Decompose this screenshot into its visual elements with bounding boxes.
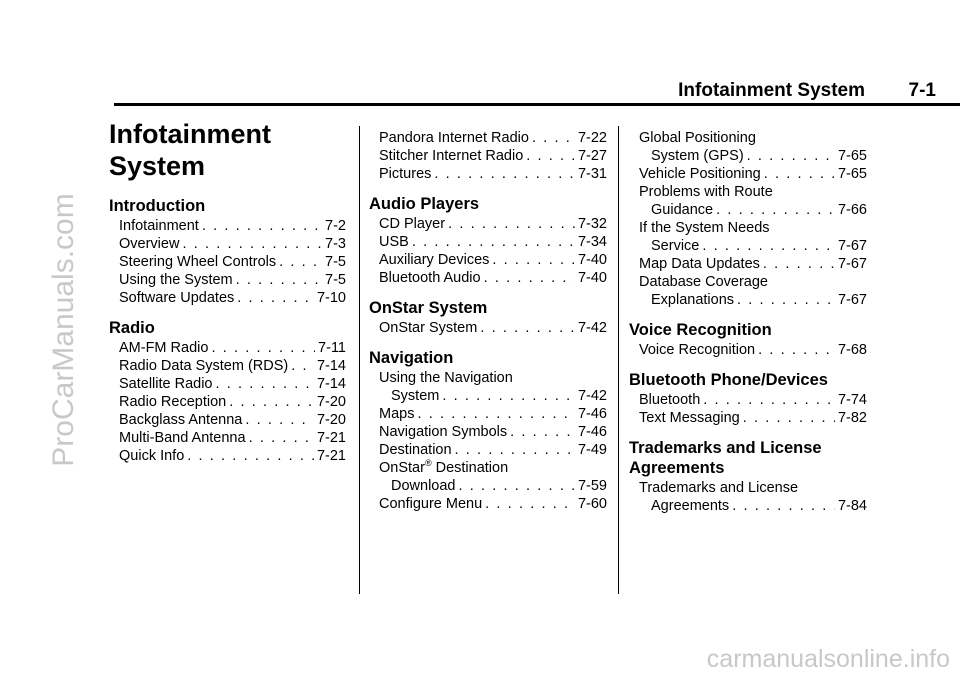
toc-entry[interactable] — [369, 441, 607, 459]
dot-leader — [747, 147, 835, 165]
toc-entry-line[interactable]: OnStar® Destination — [379, 458, 509, 476]
chapter-title — [109, 118, 346, 182]
toc-entry-text: Voice Recognition — [639, 342, 756, 358]
toc-entry-page: 7-21 — [316, 448, 346, 464]
toc-entry-page: 7-5 — [325, 254, 346, 270]
dot-leader — [510, 423, 575, 441]
dot-leader — [448, 215, 575, 233]
chapter-title-line: System — [109, 151, 206, 181]
toc-entry-text: Infotainment — [119, 218, 199, 234]
dot-leader — [758, 341, 835, 359]
dot-leader — [484, 269, 575, 287]
dot-leader — [417, 405, 575, 423]
toc-entry-page: 7-66 — [837, 202, 867, 218]
toc-entry[interactable] — [109, 253, 346, 271]
toc-entry-line[interactable]: Global Positioning — [639, 130, 756, 146]
watermark: ProCarManuals.com — [47, 193, 80, 467]
toc-entry-line[interactable]: Database Coverage — [639, 274, 768, 290]
toc-entry-text: Bluetooth Audio — [379, 270, 481, 286]
toc-entry-text: Satellite Radio — [119, 376, 213, 392]
dot-leader — [485, 495, 575, 513]
toc-entry[interactable] — [109, 235, 346, 253]
dot-leader — [279, 253, 322, 271]
toc-entry[interactable] — [369, 129, 607, 147]
toc-entry[interactable] — [109, 339, 346, 357]
header-rule — [114, 103, 960, 106]
toc-entry-text: Bluetooth — [639, 392, 701, 408]
toc-entry-text: Stitcher Internet Radio — [379, 148, 524, 164]
toc-entry[interactable] — [369, 319, 607, 337]
dot-leader — [245, 411, 314, 429]
dot-leader — [187, 447, 314, 465]
toc-entry[interactable] — [109, 271, 346, 289]
toc-entry-text: Configure Menu — [379, 496, 483, 512]
dot-leader — [455, 441, 575, 459]
toc-entry[interactable] — [369, 387, 607, 405]
toc-entry-page: 7-21 — [316, 430, 346, 446]
toc-entry-page: 7-14 — [316, 358, 346, 374]
toc-entry[interactable] — [629, 147, 867, 165]
toc-entry-page: 7-46 — [577, 424, 607, 440]
section-heading: Voice Recognition — [629, 321, 772, 339]
toc-entry[interactable] — [369, 495, 607, 513]
column-divider — [618, 126, 619, 594]
toc-entry[interactable] — [369, 147, 607, 165]
dot-leader — [291, 357, 314, 375]
toc-column-1 — [109, 118, 346, 465]
section-heading: Navigation — [369, 349, 454, 367]
toc-entry-page: 7-11 — [318, 340, 346, 356]
toc-entry-text: CD Player — [379, 216, 446, 232]
dot-leader — [480, 319, 575, 337]
toc-entry-text: AM-FM Radio — [119, 340, 209, 356]
toc-entry[interactable] — [369, 251, 607, 269]
dot-leader — [732, 497, 835, 515]
toc-entry-page: 7-49 — [577, 442, 607, 458]
toc-entry[interactable] — [629, 291, 867, 309]
dot-leader — [434, 165, 575, 183]
toc-entry-text: System — [391, 388, 440, 404]
dot-leader — [442, 387, 575, 405]
toc-entry-text: Agreements — [651, 498, 730, 514]
section-heading-line: Agreements — [629, 459, 725, 477]
toc-entry[interactable] — [369, 165, 607, 183]
toc-entry-page: 7-65 — [837, 166, 867, 182]
toc-entry-text: Backglass Antenna — [119, 412, 243, 428]
toc-entry-page: 7-2 — [325, 218, 346, 234]
toc-entry-page: 7-3 — [325, 236, 346, 252]
toc-entry[interactable] — [369, 477, 607, 495]
toc-entry-page: 7-20 — [316, 412, 346, 428]
toc-entry-page: 7-46 — [577, 406, 607, 422]
dot-leader — [249, 429, 314, 447]
toc-entry-text: Quick Info — [119, 448, 185, 464]
dot-leader — [236, 271, 322, 289]
footer-watermark: carmanualsonline.info — [706, 645, 950, 673]
section-heading: OnStar System — [369, 299, 488, 317]
toc-entry[interactable] — [629, 341, 867, 359]
toc-entry-page: 7-31 — [577, 166, 607, 182]
toc-entry-page: 7-67 — [837, 238, 867, 254]
dot-leader — [743, 409, 835, 427]
toc-entry-text: Guidance — [651, 202, 714, 218]
dot-leader — [702, 237, 835, 255]
toc-entry-text: USB — [379, 234, 409, 250]
toc-entry-page: 7-82 — [837, 410, 867, 426]
dot-leader — [182, 235, 322, 253]
toc-entry-text: Download — [391, 478, 456, 494]
toc-entry-text: Radio Reception — [119, 394, 227, 410]
dot-leader — [237, 289, 314, 307]
dot-leader — [202, 217, 322, 235]
toc-entry[interactable] — [629, 391, 867, 409]
toc-entry-text: Text Messaging — [639, 410, 740, 426]
toc-entry-page: 7-22 — [577, 130, 607, 146]
toc-entry-text: Destination — [379, 442, 452, 458]
toc-entry[interactable] — [109, 393, 346, 411]
toc-entry-text: Using the System — [119, 272, 233, 288]
toc-entry-page: 7-32 — [577, 216, 607, 232]
dot-leader — [532, 129, 575, 147]
toc-entry-text: Vehicle Positioning — [639, 166, 761, 182]
toc-entry-text: Multi-Band Antenna — [119, 430, 246, 446]
toc-entry-text: Overview — [119, 236, 180, 252]
toc-entry-line[interactable]: If the System Needs — [639, 220, 770, 236]
toc-entry[interactable] — [369, 423, 607, 441]
page-number: 7-1 — [908, 80, 936, 101]
toc-entry[interactable] — [629, 237, 867, 255]
toc-entry-page: 7-10 — [316, 290, 346, 306]
toc-entry[interactable] — [109, 357, 346, 375]
toc-entry[interactable] — [109, 447, 346, 465]
toc-entry-page: 7-60 — [577, 496, 607, 512]
toc-entry-page: 7-42 — [577, 320, 607, 336]
chapter-title-line: Infotainment — [109, 119, 271, 149]
toc-entry[interactable] — [109, 217, 346, 235]
toc-entry-text: Auxiliary Devices — [379, 252, 490, 268]
toc-entry-page: 7-20 — [316, 394, 346, 410]
toc-entry-page: 7-42 — [577, 388, 607, 404]
toc-entry[interactable] — [369, 233, 607, 251]
toc-entry-page: 7-40 — [577, 270, 607, 286]
toc-entry[interactable] — [369, 215, 607, 233]
toc-entry-text: Steering Wheel Controls — [119, 254, 277, 270]
toc-entry-text: Radio Data System (RDS) — [119, 358, 289, 374]
section-heading-line: Trademarks and License — [629, 439, 822, 457]
toc-entry[interactable] — [369, 269, 607, 287]
dot-leader — [459, 477, 575, 495]
toc-entry-text: Pictures — [379, 166, 432, 182]
dot-leader — [216, 375, 314, 393]
section-heading: Radio — [109, 319, 155, 337]
toc-entry[interactable] — [629, 409, 867, 427]
column-divider — [359, 126, 360, 594]
toc-entry[interactable] — [629, 201, 867, 219]
section-heading: Audio Players — [369, 195, 480, 213]
toc-entry-text: Explanations — [651, 292, 735, 308]
section-heading: Introduction — [109, 197, 206, 215]
toc-entry[interactable] — [109, 429, 346, 447]
toc-entry-text: Service — [651, 238, 700, 254]
toc-column-2 — [369, 129, 607, 513]
toc-entry[interactable] — [369, 405, 607, 423]
dot-leader — [229, 393, 314, 411]
toc-entry[interactable] — [109, 375, 346, 393]
toc-entry-page: 7-74 — [837, 392, 867, 408]
dot-leader — [764, 165, 835, 183]
toc-entry-page: 7-67 — [837, 292, 867, 308]
dot-leader — [703, 391, 835, 409]
toc-entry-line[interactable]: Using the Navigation — [379, 370, 513, 386]
toc-entry-page: 7-59 — [577, 478, 607, 494]
dot-leader — [211, 339, 315, 357]
toc-entry[interactable] — [629, 165, 867, 183]
toc-entry-page: 7-67 — [837, 256, 867, 272]
toc-entry-text: Software Updates — [119, 290, 235, 306]
toc-entry[interactable] — [629, 497, 867, 515]
toc-entry-page: 7-27 — [577, 148, 607, 164]
dot-leader — [716, 201, 835, 219]
toc-entry-page: 7-84 — [837, 498, 867, 514]
toc-entry-text: Maps — [379, 406, 415, 422]
toc-entry-text: Pandora Internet Radio — [379, 130, 529, 146]
page-header-title: Infotainment System — [678, 80, 865, 101]
section-heading — [629, 438, 867, 478]
dot-leader — [412, 233, 575, 251]
toc-column-3 — [629, 129, 867, 515]
toc-entry-text: Map Data Updates — [639, 256, 760, 272]
dot-leader — [737, 291, 835, 309]
toc-entry-line[interactable]: Trademarks and License — [639, 480, 799, 496]
toc-entry-text: System (GPS) — [651, 148, 744, 164]
toc-entry-text: Navigation Symbols — [379, 424, 508, 440]
dot-leader — [763, 255, 835, 273]
toc-entry-page: 7-14 — [316, 376, 346, 392]
dot-leader — [526, 147, 575, 165]
toc-entry-page: 7-5 — [325, 272, 346, 288]
toc-entry-page: 7-34 — [577, 234, 607, 250]
toc-entry-page: 7-40 — [577, 252, 607, 268]
toc-entry-page: 7-65 — [837, 148, 867, 164]
toc-entry-line[interactable]: Problems with Route — [639, 184, 773, 200]
dot-leader — [492, 251, 575, 269]
toc-entry-text: OnStar System — [379, 320, 478, 336]
toc-entry[interactable] — [109, 289, 346, 307]
toc-entry[interactable] — [109, 411, 346, 429]
section-heading: Bluetooth Phone/Devices — [629, 371, 828, 389]
toc-entry[interactable] — [629, 255, 867, 273]
toc-entry-page: 7-68 — [837, 342, 867, 358]
